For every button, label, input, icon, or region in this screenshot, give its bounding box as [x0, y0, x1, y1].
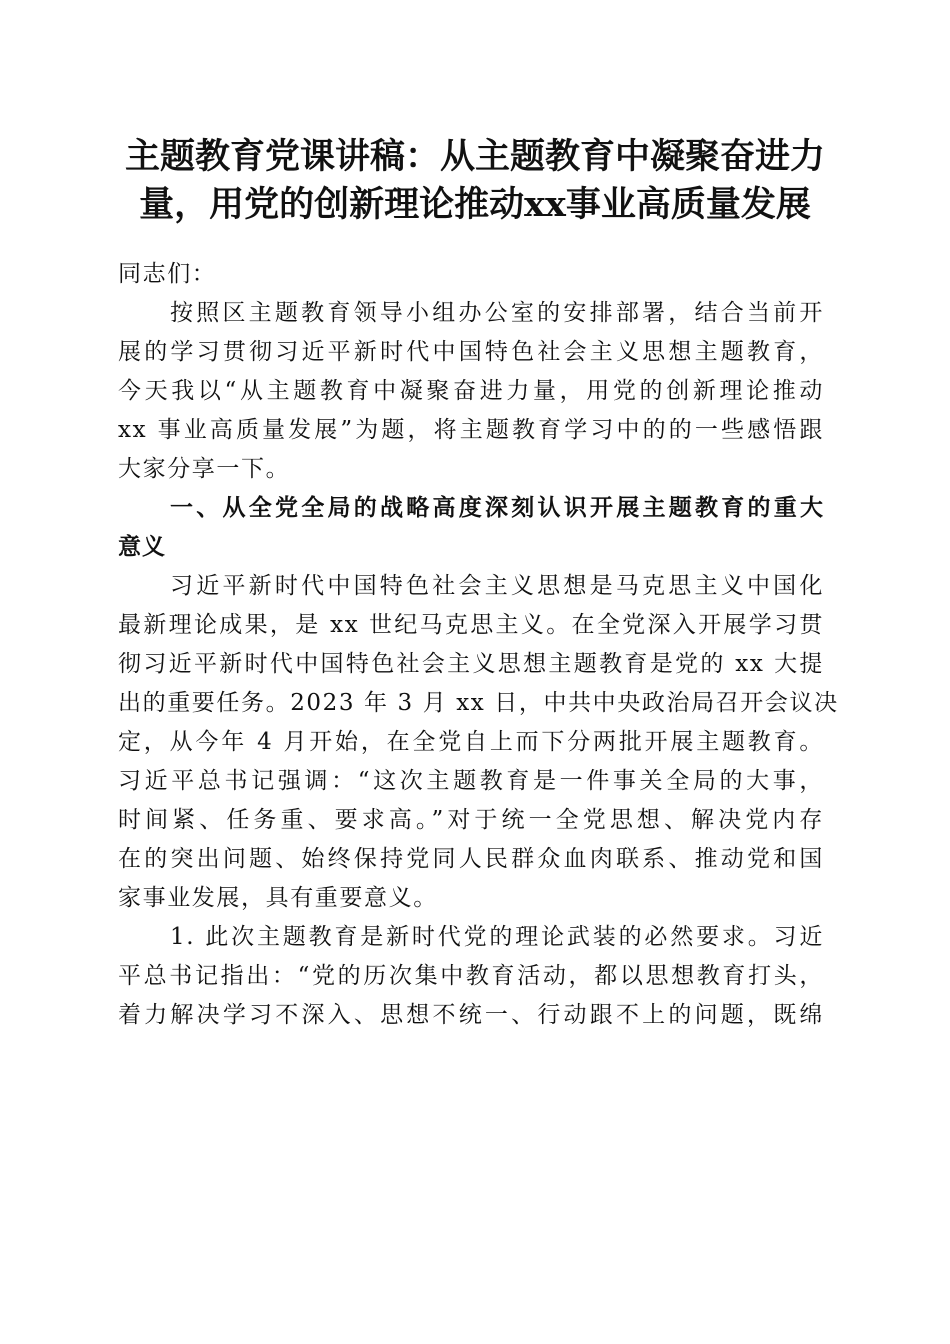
paragraph-line: 在的突出问题、始终保持党同人民群众血肉联系、推动党和国: [118, 846, 824, 872]
document-title: [100, 133, 850, 229]
paragraph-line: 彻习近平新时代中国特色社会主义思想主题教育是党的 xx 大提: [118, 651, 824, 677]
paragraph-line: 定，从今年 4 月开始，在全党自上而下分两批开展主题教育。: [118, 729, 824, 755]
paragraph-line: 习近平总书记强调：“这次主题教育是一件事关全局的大事，: [118, 768, 824, 794]
paragraph-line: 家事业发展，具有重要意义。: [118, 885, 438, 911]
paragraph-line: 平总书记指出：“党的历次集中教育活动，都以思想教育打头，: [118, 963, 824, 989]
paragraph-line: 1. 此次主题教育是新时代党的理论武装的必然要求。习近: [170, 924, 824, 950]
paragraph-point-1: [118, 918, 824, 1035]
paragraph-significance: [118, 567, 839, 918]
paragraph-line: 出的重要任务。2023 年 3 月 xx 日，中共中央政治局召开会议决: [118, 690, 839, 716]
paragraph-line: 时间紧、任务重、要求高。”对于统一全党思想、解决党内存: [118, 807, 824, 833]
salutation: 同志们：: [118, 261, 217, 287]
paragraph-line: xx 事业高质量发展”为题，将主题教育学习中的的一些感悟跟: [118, 417, 824, 443]
document-body: [118, 255, 839, 1035]
heading-line: 意义: [118, 534, 166, 560]
paragraph-line: 着力解决学习不深入、思想不统一、行动跟不上的问题，既绵: [118, 1002, 824, 1028]
paragraph-line: 习近平新时代中国特色社会主义思想是马克思主义中国化: [170, 573, 824, 599]
paragraph-line: 今天我以“从主题教育中凝聚奋进力量，用党的创新理论推动: [118, 378, 824, 404]
title-line: 主题教育党课讲稿：从主题教育中凝聚奋进力: [124, 136, 825, 177]
paragraph-line: 大家分享一下。: [118, 456, 291, 482]
paragraph-line: 按照区主题教育领导小组办公室的安排部署，结合当前开: [170, 300, 824, 326]
paragraph-line: 最新理论成果，是 xx 世纪马克思主义。在全党深入开展学习贯: [118, 612, 824, 638]
section-heading-1: [118, 489, 824, 567]
title-line: 量，用党的创新理论推动xx事业高质量发展: [139, 184, 811, 225]
paragraph-intro: [118, 294, 824, 489]
paragraph-line: 展的学习贯彻习近平新时代中国特色社会主义思想主题教育，: [118, 339, 824, 365]
heading-line: 一、从全党全局的战略高度深刻认识开展主题教育的重大: [170, 495, 824, 521]
